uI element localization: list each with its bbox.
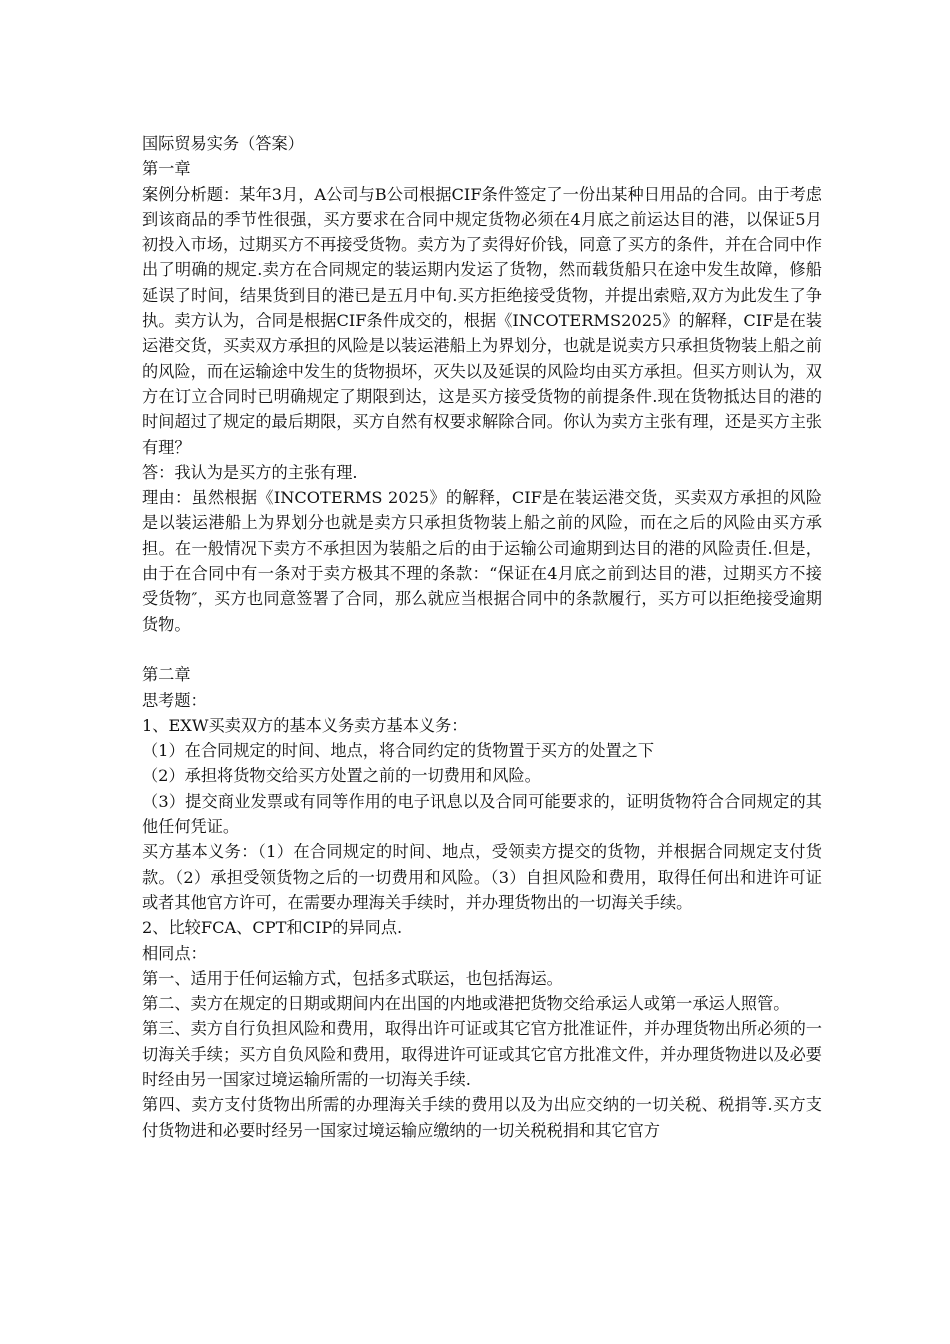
blank-line [142,637,822,662]
chapter-1-heading: 第一章 [142,159,191,179]
similarities-label: 相同点： [142,943,207,963]
seller-duty-2: （2）承担将货物交给买方处置之前的一切费用和风险。 [142,766,541,786]
questions-label: 思考题： [142,690,207,710]
buyer-duties-paragraph: 买方基本义务：（1）在合同规定的时间、地点，受领卖方提交的货物，并根据合同规定支付货款。（2）承担受领货物之后的一切费用和风险。（3）自担风险和费用，取得任何出和进许可证或者其他官方许可，在需要办理海关手续时，并办理货物出的一切海关手续。 [142,842,822,912]
seller-duty-1: （1）在合同规定的时间、地点，将合同约定的货物置于买方的处置之下 [142,741,655,761]
case-analysis-paragraph: 案例分析题：某年3月，A公司与B公司根据CIF条件签定了一份出某种日用品的合同。由于考虑到该商品的季节性很强，买方要求在合同中规定货物必须在4月底之前运达目的港，以保证5月初投入市场，过期买方不再接受货物。卖方为了卖得好价钱，同意了买方的条件，并在合同中作出了明确的规定.卖方在合同规定的装运期内发运了货物，然而载货船只在途中发生故障，修船延误了时间，结果货到目的港已是五月中旬.买方拒绝接受货物，并提出索赔,双方为此发生了争 执。卖方认为，合同是根据CIF条件成交的，根据《INCOTERMS2025》的解释，CIF是在装运港交货，买卖双方承担的风险是以装运港船上为界划分，也就是说卖方只承担货物装上船之前的风险，而在运输途中发生的货物损坏，灭失以及延误的风险均由买方承担。但买方则认为，双方在订立合同时已明确规定了期限到达，这是买方接受货物的前提条件.现在货物抵达目的港的时间超过了规定的最后期限，买方自然有权要求解除合同。你认为卖方主张有理，还是买方主张有理？ [142,184,822,457]
reason-paragraph: 理由：虽然根据《INCOTERMS 2025》的解释，CIF是在装运港交货，买卖双方承担的风险是以装运港船上为界划分也就是卖方只承担货物装上船之前的风险，而在之后的风险由买方承担。在一般情况下卖方不承担因为装船之后的由于运输公司逾期到达目的港的风险责任.但是，由于在合同中有一条对于卖方极其不理的条款：“保证在4月底之前到达目的港，过期买方不接受货物″，买方也同意签署了合同，那么就应当根据合同中的条款履行，买方可以拒绝接受逾期货物。 [142,488,822,634]
question-1: 1、EXW买卖双方的基本义务卖方基本义务： [142,715,468,735]
similarity-4: 第四、卖方支付货物出所需的办理海关手续的费用以及为出应交纳的一切关税、税捐等.买方支付货物进和必要时经另一国家过境运输应缴纳的一切关税税捐和其它官方 [142,1095,822,1140]
chapter-2-heading: 第二章 [142,665,191,685]
seller-duty-3: （3）提交商业发票或有同等作用的电子讯息以及合同可能要求的，证明货物符合合同规定的其他任何凭证。 [142,791,822,837]
similarity-3: 第三、卖方自行负担风险和费用，取得出许可证或其它官方批准证件，并办理货物出所必须的一切海关手续；买方自负风险和费用，取得进许可证或其它官方批准文件，并办理货物进以及必要时经由另一国家过境运输所需的一切海关手续. [142,1019,822,1089]
document-title: 国际贸易实务（答案） [142,134,304,153]
question-2: 2、比较FCA、CPT和CIP的异同点. [142,918,403,938]
document-body [142,131,822,1143]
similarity-2: 第二、卖方在规定的日期或期间内在出国的内地或港把货物交给承运人或第一承运人照管。 [142,994,790,1014]
answer-paragraph: 答：我认为是买方的主张有理. [142,462,358,482]
similarity-1: 第一、适用于任何运输方式，包括多式联运，也包括海运。 [142,968,563,988]
